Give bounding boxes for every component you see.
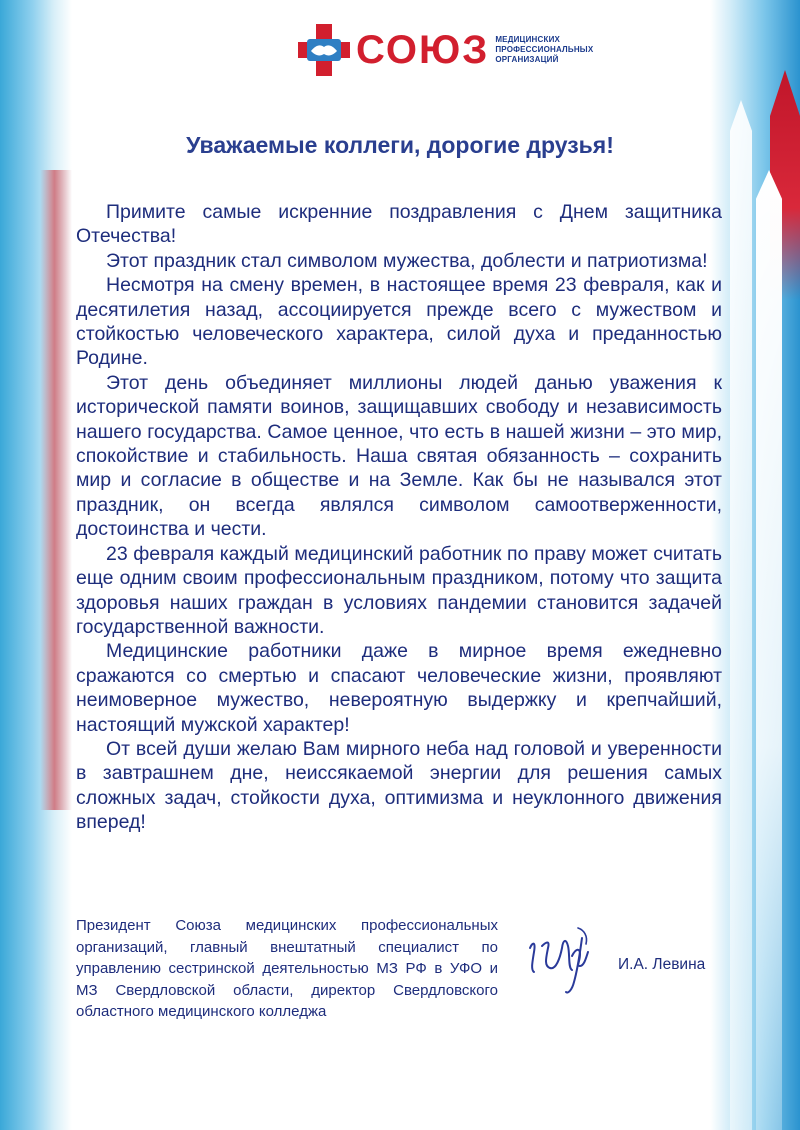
logo-subtitle bbox=[495, 35, 593, 65]
signer-position: Президент Союза медицинских профессиональных организаций, главный внештатный специалист по управлению сестринской деятельностью МЗ РФ в УФО и МЗ Свердловской области, директор Свердловского областного медицинского колледжа bbox=[76, 917, 498, 1020]
letter-paragraph: Медицинские работники даже в мирное время ежедневно сражаются со смертью и спасают человеческие жизни, проявляют неимоверное мужество, невероятную выдержку и крепчайший, настоящий мужской характер! bbox=[76, 640, 722, 736]
logo-subtitle-line: ОРГАНИЗАЦИЙ bbox=[495, 55, 559, 64]
letter-paragraph: 23 февраля каждый медицинский работник по праву может считать еще одним своим профессиональным праздником, потому что защита здоровья наших граждан в условиях пандемии становится задачей государственной важности. bbox=[76, 542, 722, 638]
right-white-stripe-inner bbox=[730, 100, 752, 1130]
letter-paragraph: Несмотря на смену времен, в настоящее время 23 февраля, как и десятилетия назад, ассоциируется прежде всего с мужеством и стойкостью человеческого характера, силой духа и преданностью Родине. bbox=[76, 274, 722, 370]
logo-subtitle-line: МЕДИЦИНСКИХ bbox=[495, 35, 561, 44]
letter-paragraph: Этот праздник стал символом мужества, доблести и патриотизма! bbox=[106, 249, 708, 272]
left-red-stripe bbox=[40, 170, 72, 810]
handwritten-signature bbox=[522, 918, 602, 998]
letter-heading: Уважаемые коллеги, дорогие друзья! bbox=[186, 132, 614, 158]
letter-paragraph: Примите самые искренние поздравления с Днем защитника Отечества! bbox=[76, 201, 722, 248]
logo-wordmark: СОЮЗ bbox=[356, 28, 490, 72]
union-logo bbox=[298, 24, 593, 76]
medical-cross-handshake-icon bbox=[298, 24, 350, 76]
signer-name: И.А. Левина bbox=[618, 956, 706, 973]
logo-subtitle-line: ПРОФЕССИОНАЛЬНЫХ bbox=[495, 45, 594, 54]
letter-body bbox=[76, 200, 722, 835]
letter-paragraph: Этот день объединяет миллионы людей данью уважения к исторической памяти воинов, защищавших свободу и независимость нашего государства. Самое ценное, что есть в нашей жизни – это мир, спокойствие и стабильность. Наша святая обязанность – сохранить мир и согласие в обществе и на Земле. Как бы не назывался этот праздник, он всегда являлся символом самоотверженности, достоинства и чести. bbox=[76, 371, 722, 541]
letter-paragraph: От всей души желаю Вам мирного неба над головой и уверенности в завтрашнем дне, неиссякаемой энергии для решения самых сложных задач, стойкости духа, оптимизма и неуклонного движения вперед! bbox=[76, 737, 722, 834]
right-white-stripe bbox=[756, 170, 782, 1130]
